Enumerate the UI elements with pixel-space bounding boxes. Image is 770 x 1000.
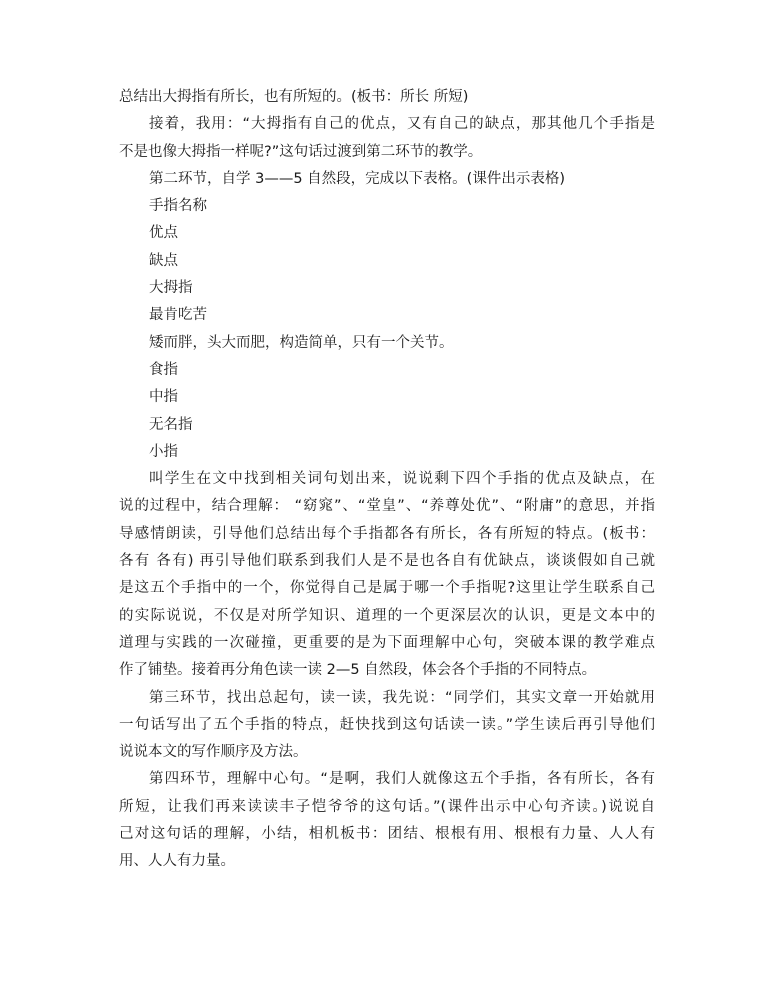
text-line: 不是也像大拇指一样呢?”这句话过渡到第二环节的教学。 [119, 143, 483, 160]
text-line: 说说本文的写作顺序及方法。 [119, 744, 308, 761]
text-line: 所短，让我们再来读读丰子恺爷爷的这句话。”(课件出示中心句齐读。)说说自 [119, 798, 655, 815]
table-cell-little-finger: 小指 [149, 443, 178, 460]
table-cell-middle-finger: 中指 [149, 389, 178, 406]
text-line: 用、人人有力量。 [119, 853, 235, 870]
text-line: 接着，我用：“大拇指有自己的优点，又有自己的缺点，那其他几个手指是 [149, 116, 655, 133]
text-line: 第四环节，理解中心句。“是啊，我们人就像这五个手指，各有所长，各有 [149, 771, 655, 788]
table-cell-thumb: 大拇指 [149, 280, 193, 297]
text-line: 第二环节，自学 3——5 自然段，完成以下表格。(课件出示表格) [149, 170, 565, 187]
text-line: 各有 各有) 再引导他们联系到我们人是不是也各自有优缺点，谈谈假如自己就 [119, 553, 655, 570]
document-page [119, 84, 655, 876]
table-header-finger-name: 手指名称 [149, 198, 207, 215]
text-line: 道理与实践的一次碰撞，更重要的是为下面理解中心句，突破本课的教学难点 [119, 634, 655, 651]
table-header-merit: 优点 [149, 225, 178, 242]
table-cell-ring-finger: 无名指 [149, 416, 193, 433]
table-cell-thumb-fault: 矮而胖，头大而肥，构造简单，只有一个关节。 [149, 334, 454, 351]
text-line: 总结出大拇指有所长，也有所短的。(板书：所长 所短) [119, 89, 469, 105]
text-line: 第三环节，找出总起句，读一读，我先说：“同学们，其实文章一开始就用 [149, 689, 655, 706]
text-line: 导感情朗读，引导他们总结出每个手指都各有所长，各有所短的特点。(板书： [119, 525, 655, 542]
text-line: 己对这句话的理解，小结，相机板书：团结、根根有用、根根有力量、人人有 [119, 826, 655, 843]
text-line: 的实际说说，不仅是对所学知识、道理的一个更深层次的认识，更是文本中的 [119, 607, 655, 624]
table-cell-thumb-merit: 最肯吃苦 [149, 307, 207, 324]
table-cell-index-finger: 食指 [149, 361, 178, 378]
text-line: 作了铺垫。接着再分角色读一读 2—5 自然段，体会各个手指的不同特点。 [119, 662, 597, 679]
text-line: 一句话写出了五个手指的特点，赶快找到这句话读一读。”学生读后再引导他们 [119, 716, 655, 733]
text-line: 叫学生在文中找到相关词句划出来，说说剩下四个手指的优点及缺点，在 [149, 471, 655, 488]
text-line: 说的过程中，结合理解： “窈窕”、“堂皇”、“养尊处优”、“附庸”的意思，并指 [119, 498, 655, 515]
table-header-fault: 缺点 [149, 252, 178, 269]
text-line: 是这五个手指中的一个，你觉得自己是属于哪一个手指呢?这里让学生联系自己 [119, 580, 655, 597]
